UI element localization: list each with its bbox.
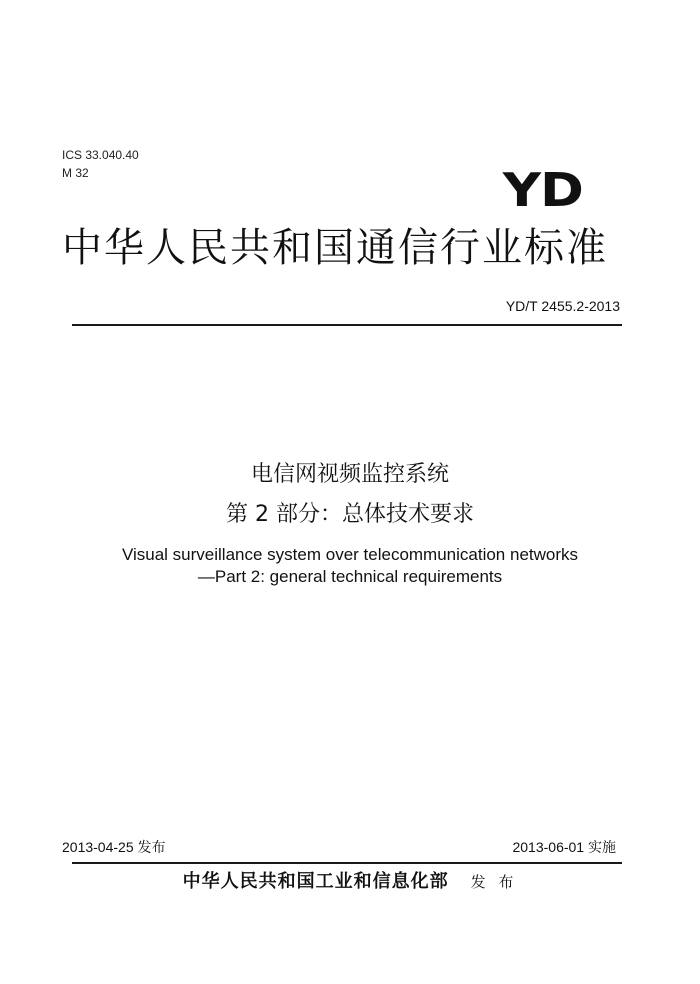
publisher-name: 中华人民共和国工业和信息化部	[182, 871, 449, 892]
yd-logo-text: YD	[502, 163, 583, 217]
ccs-code: M 32	[62, 166, 89, 180]
standard-category-title: 中华人民共和国通信行业标准	[62, 225, 608, 271]
title-english-line-2: —Part 2: general technical requirements	[197, 567, 503, 586]
title-chinese-line-2: 第 2 部分：总体技术要求	[226, 502, 474, 527]
implementation-date: 2013-06-01 实施	[512, 839, 616, 855]
title-english-line-1: Visual surveillance system over telecommunication networks	[121, 545, 579, 564]
top-divider	[72, 324, 622, 326]
publisher-suffix: 发 布	[470, 873, 518, 891]
bottom-divider	[72, 862, 622, 864]
issue-date: 2013-04-25 发布	[62, 839, 166, 855]
publisher-line	[0, 870, 700, 894]
ics-code: ICS 33.040.40	[62, 148, 139, 162]
standard-number: YD/T 2455.2-2013	[505, 298, 620, 314]
title-chinese-line-1: 电信网视频监控系统	[250, 462, 449, 487]
yd-logo	[502, 163, 583, 217]
